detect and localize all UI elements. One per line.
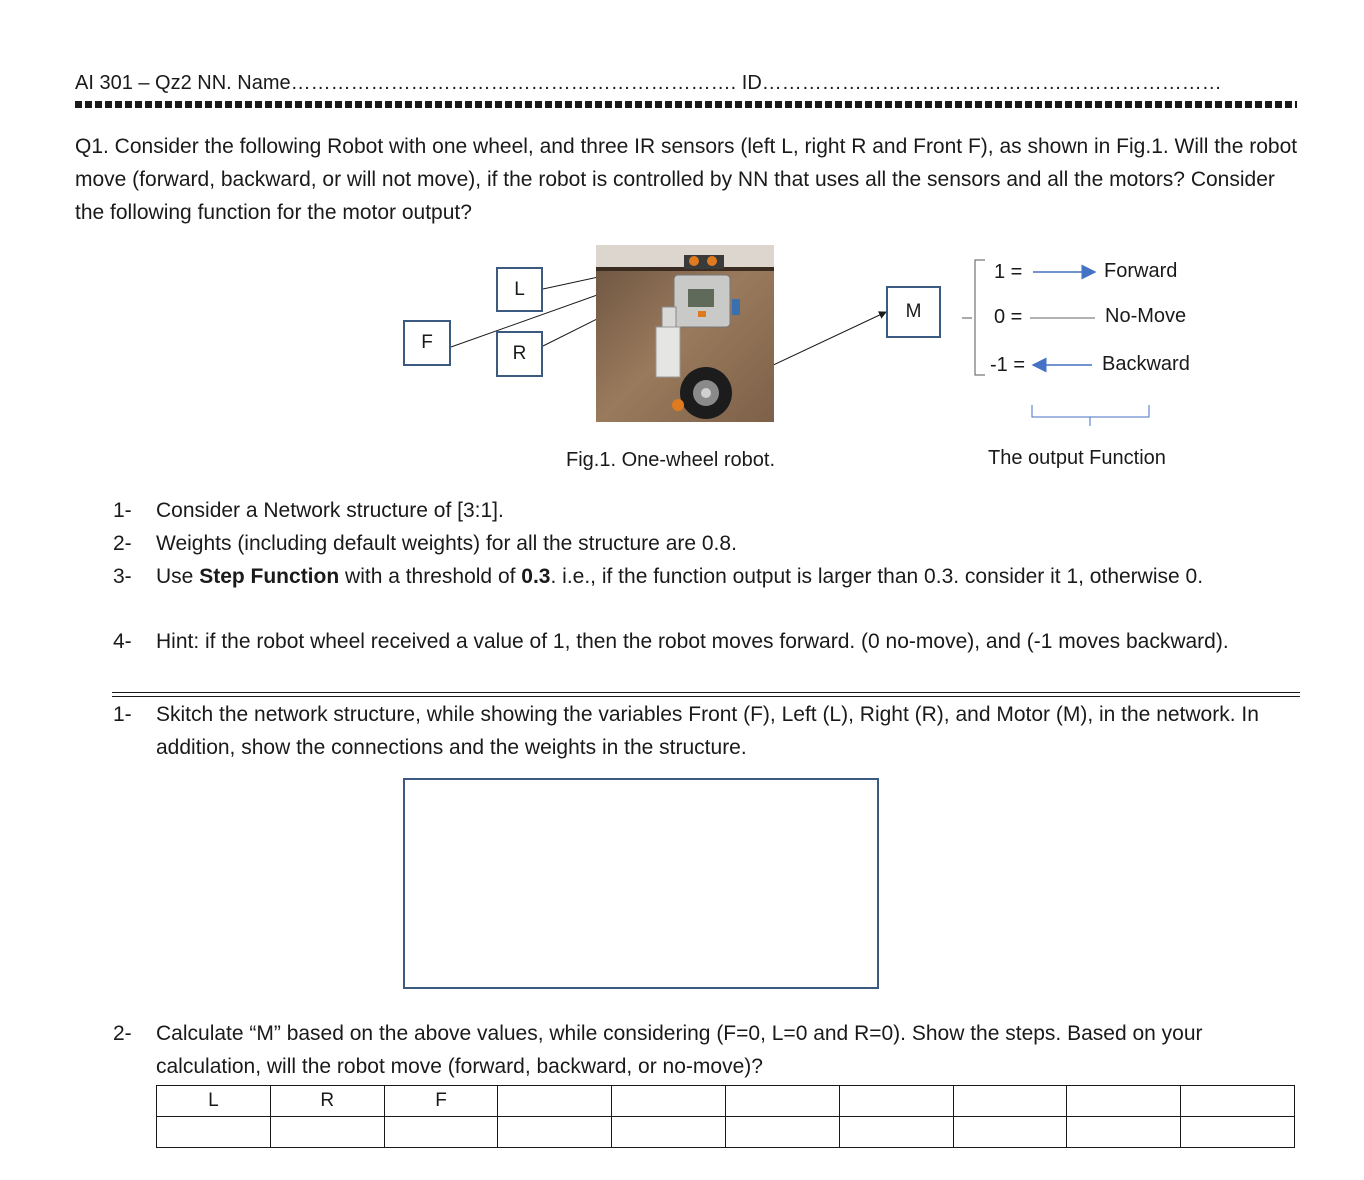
quiz-header: AI 301 – Qz2 NN. Name…………………………………………………………. ID…………………………………………………………… bbox=[75, 72, 1222, 94]
table-cell[interactable] bbox=[839, 1117, 953, 1148]
answer-table bbox=[156, 1085, 1295, 1148]
output-label-nomove: No-Move bbox=[1105, 305, 1187, 327]
robot-photo bbox=[596, 245, 774, 422]
output-value-minus1: -1 = bbox=[990, 354, 1026, 376]
table-header-cell bbox=[1181, 1086, 1295, 1117]
question-text: Q1. Consider the following Robot with one wheel, and three IR sensors (left L, right R and Front F), as shown in Fig.1. Will the robot move (forward, backward, or will not move), if the robot is controlled by NN that uses all the sensors and all the motors? Consider the following function for the motor output? bbox=[75, 135, 1298, 224]
table-header-cell bbox=[725, 1086, 839, 1117]
left-bracket bbox=[975, 260, 985, 375]
table-header-cell: L bbox=[157, 1086, 271, 1117]
table-header-cell: R bbox=[270, 1086, 384, 1117]
table-row bbox=[157, 1086, 1295, 1117]
sensor-right-box: R bbox=[496, 331, 543, 377]
list-item: 4- Hint: if the robot wheel received a value of 1, then the robot moves forward. (0 no-move), and (-1 moves backward). bbox=[113, 630, 1229, 653]
list-item: 2- Weights (including default weights) for all the structure are 0.8. bbox=[113, 532, 737, 555]
table-cell[interactable] bbox=[384, 1117, 498, 1148]
table-cell[interactable] bbox=[157, 1117, 271, 1148]
table-header-cell bbox=[498, 1086, 612, 1117]
output-value-0: 0 = bbox=[994, 306, 1023, 328]
output-value-1: 1 = bbox=[994, 261, 1023, 283]
output-function-caption: The output Function bbox=[988, 447, 1166, 469]
table-cell[interactable] bbox=[725, 1117, 839, 1148]
output-label-backward: Backward bbox=[1102, 353, 1190, 375]
sensor-left-box: L bbox=[496, 267, 543, 312]
table-cell[interactable] bbox=[953, 1117, 1067, 1148]
table-cell[interactable] bbox=[498, 1117, 612, 1148]
table-cell[interactable] bbox=[270, 1117, 384, 1148]
table-cell[interactable] bbox=[612, 1117, 726, 1148]
figure-caption: Fig.1. One-wheel robot. bbox=[566, 449, 775, 471]
list-item: 1- Consider a Network structure of [3:1]. bbox=[113, 499, 504, 522]
output-label-forward: Forward bbox=[1104, 260, 1178, 282]
table-header-cell bbox=[1067, 1086, 1181, 1117]
table-header-cell bbox=[953, 1086, 1067, 1117]
sketch-answer-box[interactable] bbox=[403, 778, 879, 989]
list-item: 2- Calculate “M” based on the above values, while considering (F=0, L=0 and R=0). Show the steps. Based on your calculation, will the robot move (forward, backward, or no-move)? bbox=[113, 1022, 1203, 1078]
table-header-cell bbox=[612, 1086, 726, 1117]
underbrace bbox=[1032, 405, 1149, 417]
table-header-cell bbox=[839, 1086, 953, 1117]
table-header-cell: F bbox=[384, 1086, 498, 1117]
sensor-front-box: F bbox=[403, 320, 451, 366]
list-item: 3- Use Step Function with a threshold of 0.3. i.e., if the function output is larger than 0.3. consider it 1, otherwise 0. bbox=[113, 565, 1204, 588]
double-separator bbox=[112, 692, 1300, 697]
table-cell[interactable] bbox=[1067, 1117, 1181, 1148]
table-row bbox=[157, 1117, 1295, 1148]
list-item: 1- Skitch the network structure, while showing the variables Front (F), Left (L), Right (R), and Motor (M), in the network. In addition, show the connections and the weights in the structure. bbox=[113, 703, 1259, 759]
table-cell[interactable] bbox=[1181, 1117, 1295, 1148]
motor-box: M bbox=[886, 286, 941, 338]
